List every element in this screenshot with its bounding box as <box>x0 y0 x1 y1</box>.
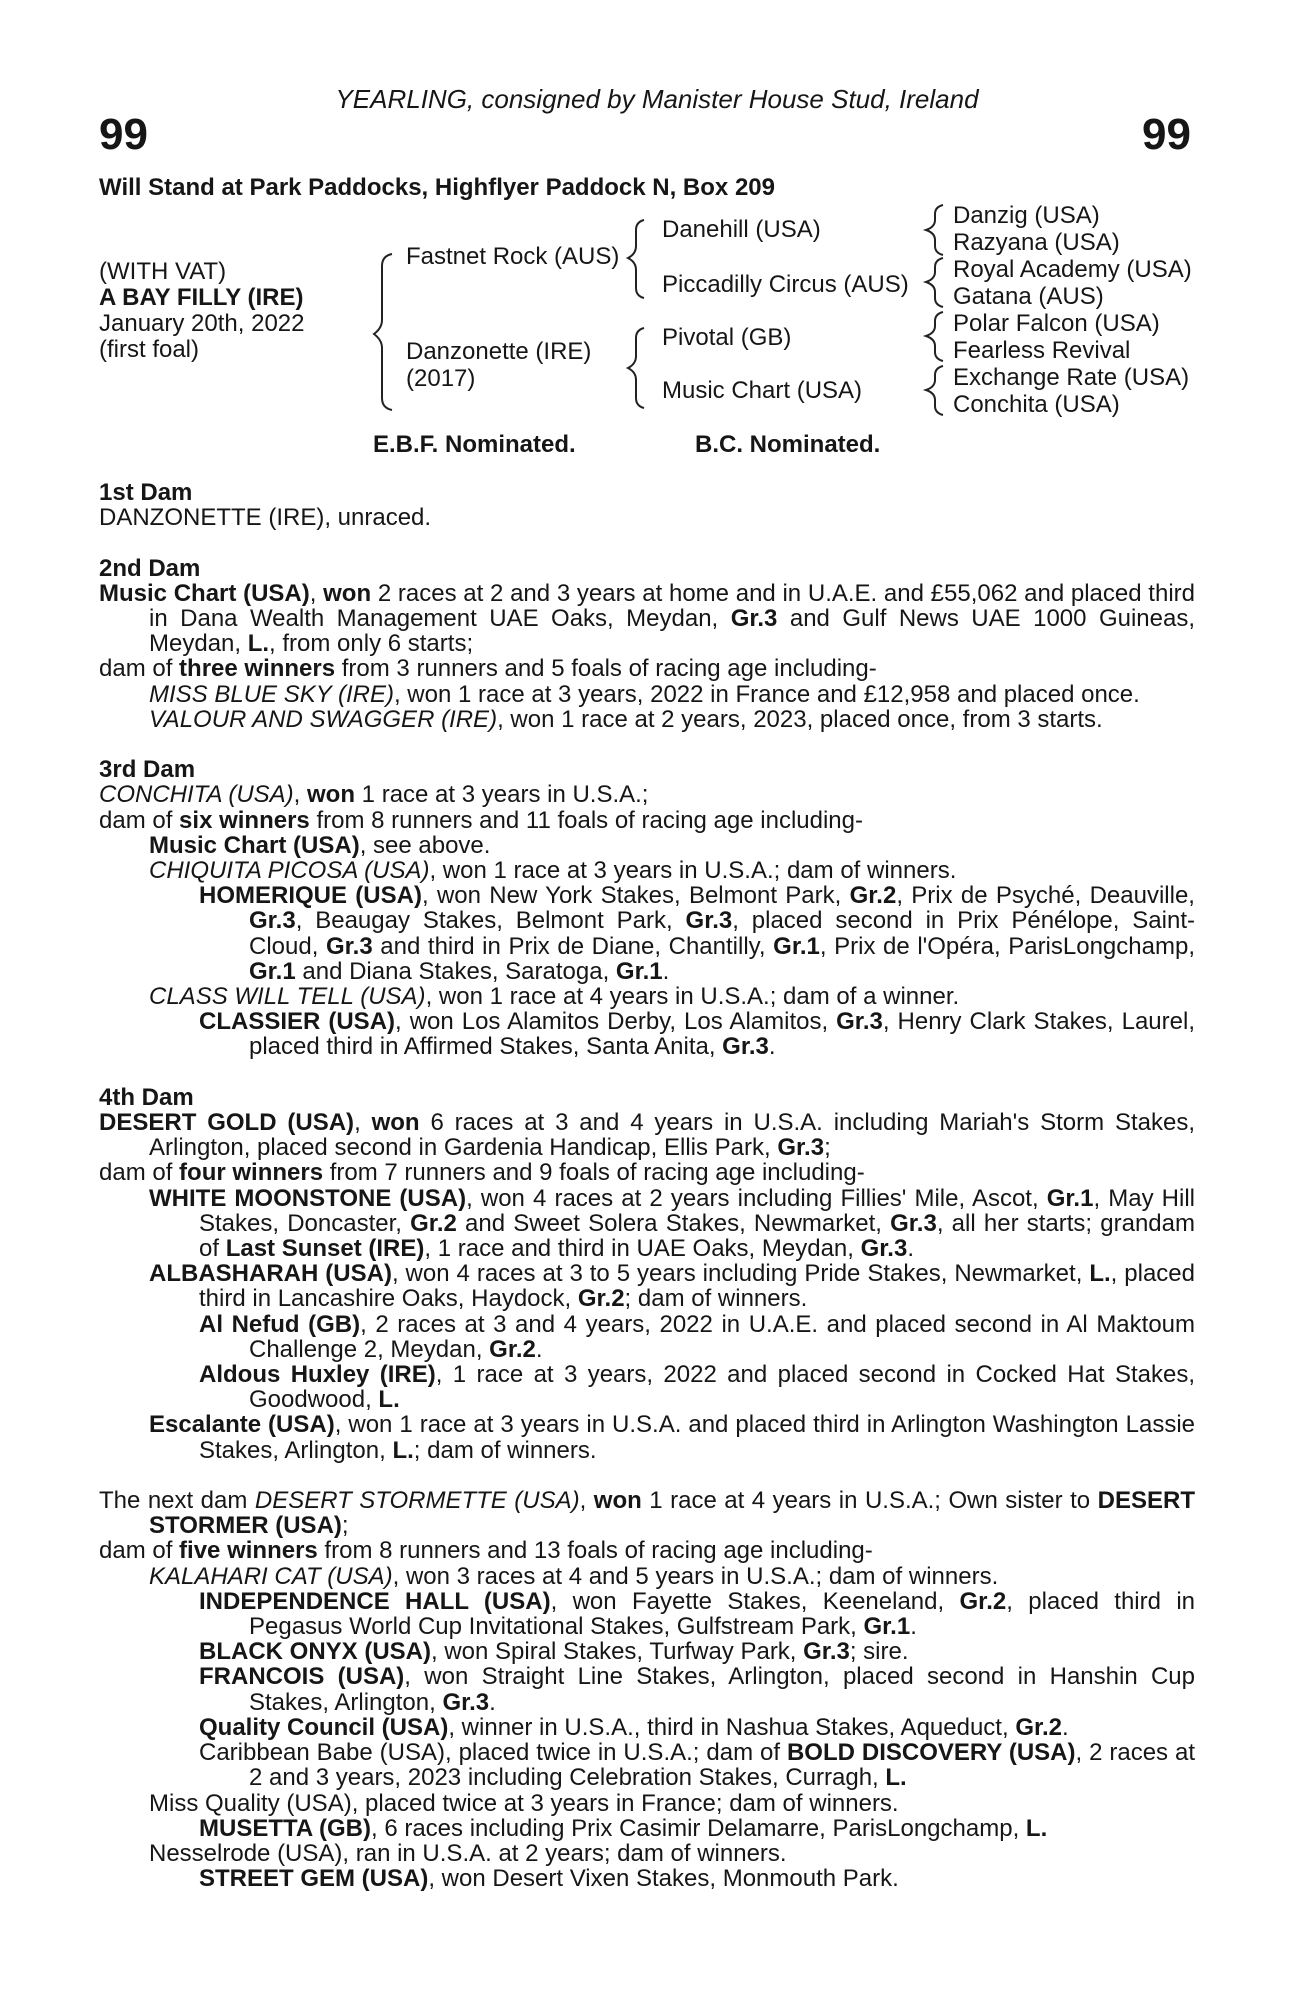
text-run: , winner in U.S.A., third in Nashua Stakes, Aqueduct, <box>448 1713 1016 1741</box>
text-run: and third in Prix de Diane, Chantilly, <box>372 932 774 960</box>
text-run: CLASS WILL TELL (USA) <box>149 983 426 1011</box>
produce-entry <box>99 1261 1195 1311</box>
text-run: , won 1 race at 4 years in U.S.A.; dam of a winner. <box>425 983 960 1011</box>
text-run: Gr.3 <box>685 907 733 935</box>
text-run: ; <box>341 1512 349 1540</box>
text-run: , <box>579 1487 594 1515</box>
text-run: from 8 runners and 11 foals of racing age including- <box>309 806 863 834</box>
text-run: won <box>307 781 356 809</box>
produce-summary <box>99 808 1195 833</box>
produce-entry <box>99 1412 1195 1462</box>
text-run: 6 races at 3 and 4 years in U.S.A. including Mariah's Storm Stakes, Arlington, placed second in Gardenia Handicap, Ellis Park, <box>149 1109 1195 1162</box>
text-run: L. <box>1089 1260 1111 1288</box>
text-run: Gr.3 <box>777 1134 825 1162</box>
text-run: dam of <box>99 1159 180 1187</box>
text-run: L. <box>378 1386 400 1414</box>
lot-name: A BAY FILLY (IRE) <box>99 284 304 311</box>
text-run: , <box>293 781 308 809</box>
dam-dam-dam: Conchita (USA) <box>953 391 1120 418</box>
text-run: , Beaugay Stakes, Belmont Park, <box>295 907 686 935</box>
produce-entry <box>99 984 1195 1009</box>
text-run: dam of <box>99 655 180 683</box>
text-run: , won 1 race at 3 years in U.S.A.; dam of winners. <box>429 857 957 885</box>
text-run: , 6 races including Prix Casimir Delamarre, ParisLongchamp, <box>370 1814 1026 1842</box>
text-run: 2 races at 2 and 3 years at home and in U.A.E. and £55,062 and placed third in Dana Wealth Management UAE Oaks, Meydan, <box>149 579 1195 632</box>
text-run: Gr.1 <box>615 957 663 985</box>
text-run: DESERT STORMER (USA) <box>149 1487 1195 1540</box>
text-run: , <box>309 579 324 607</box>
text-run: MUSETTA (GB) <box>199 1814 371 1842</box>
produce-entry <box>99 1362 1195 1412</box>
produce-summary <box>99 656 1195 681</box>
text-run: STREET GEM (USA) <box>199 1865 429 1893</box>
text-run: Gr.2 <box>410 1209 457 1237</box>
text-run: , won 1 race at 3 years in U.S.A. and placed third in Arlington Washington Lassie Stakes, Arlington, <box>199 1411 1196 1464</box>
section-heading: 1st Dam <box>99 479 193 506</box>
produce-entry <box>99 1841 1195 1866</box>
text-run: . <box>662 957 670 985</box>
text-run: . <box>910 1613 917 1641</box>
text-run: , placed second in Prix Pénélope, Saint-Cloud, <box>249 907 1195 960</box>
text-run: Gr.3 <box>325 932 373 960</box>
text-run: Gr.2 <box>577 1285 625 1313</box>
produce-entry <box>99 1186 1195 1262</box>
text-run: , won 3 races at 4 and 5 years in U.S.A.; dam of winners. <box>392 1562 999 1590</box>
produce-entry <box>99 1664 1195 1714</box>
text-run: The next dam <box>99 1487 255 1515</box>
produce-entry <box>99 1589 1195 1639</box>
text-run: won <box>593 1487 642 1515</box>
text-run: and Sweet Solera Stakes, Newmarket, <box>456 1209 891 1237</box>
text-run: , Henry Clark Stakes, Laurel, placed third in Affirmed Stakes, Santa Anita, <box>249 1008 1195 1061</box>
sire-sire-dam: Razyana (USA) <box>953 229 1120 256</box>
text-run: Gr.3 <box>890 1209 937 1237</box>
next-dam-section <box>99 1488 1195 1891</box>
dam-dam-sire: Exchange Rate (USA) <box>953 364 1190 391</box>
text-run: , placed third in Lancashire Oaks, Haydock, <box>199 1260 1196 1313</box>
text-run: 1 race at 3 years in U.S.A.; <box>355 781 649 809</box>
text-run: won <box>371 1109 420 1137</box>
text-run: . <box>1062 1713 1069 1741</box>
text-run: L. <box>885 1764 907 1792</box>
text-run: DESERT STORMETTE (USA) <box>254 1487 580 1515</box>
text-run: four winners <box>179 1159 324 1187</box>
text-run: . <box>768 1033 776 1061</box>
produce-entry <box>99 1740 1195 1790</box>
text-run: 1 race at 4 years in U.S.A.; Own sister to <box>641 1487 1098 1515</box>
text-run: CHIQUITA PICOSA (USA) <box>149 857 430 885</box>
text-run: , Prix de Psyché, Deauville, <box>896 882 1195 910</box>
text-run: MISS BLUE SKY (IRE) <box>149 680 394 708</box>
text-run: Gr.3 <box>803 1638 850 1666</box>
first-dam-section <box>99 480 1195 530</box>
text-run: CONCHITA (USA) <box>99 781 294 809</box>
text-run: ALBASHARAH (USA) <box>149 1260 392 1288</box>
text-run: INDEPENDENCE HALL (USA) <box>199 1587 551 1615</box>
dam-name: Danzonette (IRE) <box>406 338 592 365</box>
text-run: and Diana Stakes, Saratoga, <box>295 957 616 985</box>
section-heading: 3rd Dam <box>99 756 196 784</box>
second-dam-section <box>99 556 1195 732</box>
vat-note: (WITH VAT) <box>99 258 227 285</box>
text-run: ; sire. <box>849 1638 909 1666</box>
text-run: , won New York Stakes, Belmont Park, <box>421 882 850 910</box>
text-run: , 1 race at 3 years, 2022 and placed second in Cocked Hat Stakes, Goodwood, <box>249 1361 1195 1414</box>
text-run: , won Desert Vixen Stakes, Monmouth Park. <box>428 1865 899 1893</box>
text-run: dam of <box>99 1537 180 1565</box>
text-run: Last Sunset (IRE) <box>225 1235 425 1263</box>
text-run: WHITE MOONSTONE (USA) <box>149 1184 467 1212</box>
text-run: , won Straight Line Stakes, Arlington, placed second in Hanshin Cup Stakes, Arlington, <box>249 1663 1196 1716</box>
text-run: VALOUR AND SWAGGER (IRE) <box>149 705 498 733</box>
text-run: Gr.3 <box>442 1688 490 1716</box>
produce-summary <box>99 1538 1195 1563</box>
sire: Fastnet Rock (AUS) <box>406 243 620 270</box>
text-run: Gr.3 <box>836 1008 883 1036</box>
lot-number-right: 99 <box>1142 110 1191 159</box>
produce-entry <box>99 1715 1195 1740</box>
text-run: Gr.1 <box>773 932 820 960</box>
dam-entry <box>99 1488 1195 1538</box>
text-run: CLASSIER (USA) <box>199 1008 396 1036</box>
text-run: DESERT GOLD (USA) <box>99 1109 355 1137</box>
ebf-nomination: E.B.F. Nominated. <box>373 431 576 458</box>
produce-summary <box>99 1160 1195 1185</box>
produce-entry <box>99 707 1195 732</box>
produce-entry <box>99 883 1195 984</box>
text-run: Escalante (USA) <box>149 1411 335 1439</box>
text-run: five winners <box>179 1537 318 1565</box>
text-run: , all her starts; grandam of <box>199 1209 1195 1263</box>
produce-entry <box>99 1791 1195 1816</box>
produce-entry <box>99 1564 1195 1589</box>
text-run: , see above. <box>359 831 491 859</box>
dam-sire: Pivotal (GB) <box>662 324 792 351</box>
text-run: , won Fayette Stakes, Keeneland, <box>550 1587 960 1615</box>
text-run: L. <box>392 1436 414 1464</box>
stand-location: Will Stand at Park Paddocks, Highflyer Paddock N, Box 209 <box>99 174 775 201</box>
section-heading: 2nd Dam <box>99 554 201 582</box>
sire-dam-sire: Royal Academy (USA) <box>953 256 1192 283</box>
text-run: Nesselrode (USA), ran in U.S.A. at 2 years; dam of winners. <box>149 1839 787 1867</box>
text-run: Gr.1 <box>863 1613 911 1641</box>
text-run: from 8 runners and 13 foals of racing age including- <box>317 1537 873 1565</box>
produce-entry <box>99 1866 1195 1891</box>
sire-dam-dam: Gatana (AUS) <box>953 283 1104 310</box>
section-heading: 4th Dam <box>99 1083 194 1111</box>
produce-entry <box>99 1312 1195 1362</box>
text-run: three winners <box>179 655 336 683</box>
text-run: Caribbean Babe (USA), placed twice in U.S.A.; dam of <box>199 1739 787 1767</box>
text-run: , 1 race and third in UAE Oaks, Meydan, <box>424 1235 861 1263</box>
text-run: L. <box>1025 1814 1048 1842</box>
produce-entry <box>99 682 1195 707</box>
text-run: , won 4 races at 2 years including Fillies' Mile, Ascot, <box>466 1184 1047 1212</box>
third-dam-section <box>99 757 1195 1059</box>
text-run: KALAHARI CAT (USA) <box>149 1562 393 1590</box>
dam-entry <box>99 581 1195 657</box>
text-run: six winners <box>179 806 310 834</box>
text-run: Music Chart (USA) <box>149 831 360 859</box>
text-run: Gr.1 <box>1046 1184 1094 1212</box>
produce-entry <box>99 1639 1195 1664</box>
text-run: , Prix de l'Opéra, ParisLongchamp, <box>819 932 1195 960</box>
text-run: , won 4 races at 3 to 5 years including Pride Stakes, Newmarket, <box>391 1260 1090 1288</box>
text-run: Gr.2 <box>849 882 897 910</box>
text-run: Gr.3 <box>722 1033 769 1061</box>
dam-sire-sire: Polar Falcon (USA) <box>953 310 1160 337</box>
dam-entry: DANZONETTE (IRE), unraced. <box>99 504 432 532</box>
text-run: ; dam of winners. <box>413 1436 597 1464</box>
text-run: from 3 runners and 5 foals of racing age including- <box>335 655 877 683</box>
lot-number-left: 99 <box>99 110 148 159</box>
lot-dob: January 20th, 2022 <box>99 310 305 337</box>
text-run: FRANCOIS (USA) <box>199 1663 405 1691</box>
text-run: ; <box>824 1134 831 1162</box>
text-run: BOLD DISCOVERY (USA) <box>786 1739 1076 1767</box>
text-run: Gr.1 <box>249 957 296 985</box>
lot-foal-note: (first foal) <box>99 336 200 363</box>
text-run: L. <box>247 630 270 658</box>
dam-entry <box>99 1110 1195 1160</box>
produce-entry <box>99 858 1195 883</box>
text-run: Gr.3 <box>249 907 296 935</box>
text-run: Al Nefud (GB) <box>199 1310 361 1338</box>
text-run: Miss Quality (USA), placed twice at 3 years in France; dam of winners. <box>149 1789 899 1817</box>
text-run: and Gulf News UAE 1000 Guineas, Meydan, <box>149 605 1195 658</box>
text-run: . <box>907 1235 914 1263</box>
text-run: Gr.2 <box>959 1587 1007 1615</box>
text-run: , placed third in Pegasus World Cup Invitational Stakes, Gulfstream Park, <box>249 1587 1195 1641</box>
text-run: , won 1 race at 2 years, 2023, placed once, from 3 starts. <box>497 705 1103 733</box>
dam-sire-dam: Fearless Revival <box>953 337 1131 364</box>
text-run: Gr.3 <box>860 1235 908 1263</box>
text-run: Gr.2 <box>1015 1713 1063 1741</box>
text-run: , 2 races at 3 and 4 years, 2022 in U.A.E. and placed second in Al Maktoum Challenge 2, Meydan, <box>249 1310 1196 1363</box>
text-run: BLACK ONYX (USA) <box>199 1638 431 1666</box>
sire-sire-sire: Danzig (USA) <box>953 202 1100 229</box>
bc-nomination: B.C. Nominated. <box>695 431 881 458</box>
text-run: . <box>489 1688 496 1716</box>
text-run: from 7 runners and 9 foals of racing age including- <box>323 1159 865 1187</box>
dam-dam: Music Chart (USA) <box>662 377 863 404</box>
text-run: , won 1 race at 3 years, 2022 in France and £12,958 and placed once. <box>393 680 1140 708</box>
text-run: won <box>323 579 372 607</box>
text-run: Quality Council (USA) <box>199 1713 449 1741</box>
text-run: , May Hill Stakes, Doncaster, <box>199 1184 1196 1237</box>
sire-sire: Danehill (USA) <box>662 216 821 243</box>
text-run: , 2 races at 2 and 3 years, 2023 including Celebration Stakes, Curragh, <box>249 1739 1195 1792</box>
dam-year: (2017) <box>406 365 476 392</box>
text-run: Gr.2 <box>489 1335 536 1363</box>
text-run: HOMERIQUE (USA) <box>199 882 422 910</box>
text-run: , won Spiral Stakes, Turfway Park, <box>431 1638 804 1666</box>
consignment-header: YEARLING, consigned by Manister House Stud, Ireland <box>335 84 979 114</box>
text-run: . <box>535 1335 543 1363</box>
sire-dam: Piccadilly Circus (AUS) <box>662 271 909 298</box>
text-run: , <box>354 1109 372 1137</box>
produce-entry <box>99 833 1195 858</box>
catalogue-text <box>99 480 1195 1891</box>
text-run: Aldous Huxley (IRE) <box>199 1361 436 1389</box>
text-run: Gr.3 <box>730 605 778 632</box>
text-run: dam of <box>99 806 180 834</box>
fourth-dam-section <box>99 1085 1195 1463</box>
text-run: , won Los Alamitos Derby, Los Alamitos, <box>395 1008 837 1036</box>
text-run: Music Chart (USA) <box>99 579 310 607</box>
produce-entry <box>99 1816 1195 1841</box>
text-run: , from only 6 starts; <box>269 630 474 658</box>
produce-entry <box>99 1009 1195 1059</box>
text-run: ; dam of winners. <box>624 1285 808 1313</box>
dam-entry <box>99 782 1195 807</box>
